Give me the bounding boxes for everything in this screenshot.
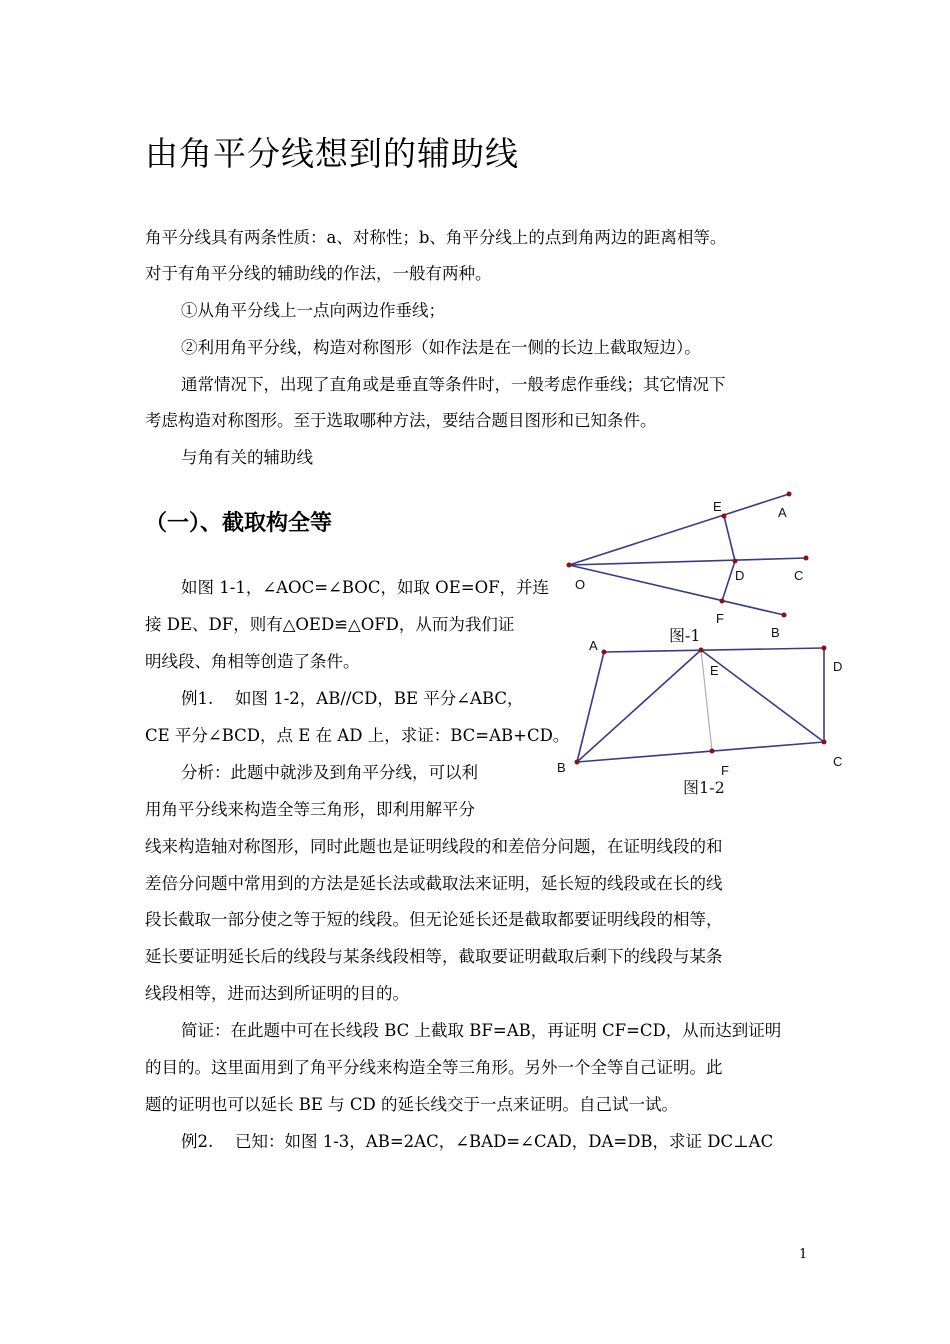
body-line-4: 例1. 如图 1-2，AB//CD，BE 平分∠ABC， bbox=[181, 689, 524, 708]
point-c bbox=[822, 740, 827, 745]
page-number: 1 bbox=[799, 1247, 808, 1262]
segment-df bbox=[722, 561, 735, 601]
point-d bbox=[733, 559, 738, 564]
body-line-14: 的目的。这里面用到了角平分线来构造全等三角形。另外一个全等自己证明。此 bbox=[145, 1058, 723, 1077]
figure-1-2 bbox=[557, 638, 842, 797]
label-a: A bbox=[589, 638, 598, 653]
point-f bbox=[720, 599, 725, 604]
figure-1-1 bbox=[567, 492, 809, 646]
figure-1-caption: 图-1 bbox=[669, 626, 701, 645]
segment-ad bbox=[604, 648, 824, 652]
label-e: E bbox=[710, 663, 719, 678]
label-f: F bbox=[716, 611, 724, 626]
body-line-15: 题的证明也可以延长 BE 与 CD 的延长线交于一点来证明。自己试一试。 bbox=[145, 1095, 679, 1114]
intro-line-5: 通常情况下，出现了直角或是垂直等条件时，一般考虑作垂线；其它情况下 bbox=[181, 375, 726, 394]
point-b bbox=[782, 613, 787, 618]
intro-line-3: ①从角平分线上一点向两边作垂线； bbox=[181, 301, 445, 320]
segment-be bbox=[577, 650, 701, 762]
body-line-6: 分析：此题中就涉及到角平分线，可以利 bbox=[181, 763, 478, 782]
point-o bbox=[567, 563, 572, 568]
point-d bbox=[822, 646, 827, 651]
label-e: E bbox=[713, 499, 722, 514]
point-f bbox=[710, 749, 715, 754]
label-b: B bbox=[771, 625, 780, 640]
label-d: D bbox=[735, 568, 745, 583]
segment-ed bbox=[724, 516, 735, 561]
label-b: B bbox=[557, 760, 566, 775]
body-line-5: CE 平分∠BCD，点 E 在 AD 上，求证：BC=AB+CD。 bbox=[145, 726, 570, 745]
body-line-9: 差倍分问题中常用到的方法是延长法或截取法来证明，延长短的线段或在长的线 bbox=[145, 874, 723, 893]
point-c bbox=[804, 556, 809, 561]
intro-line-1: 角平分线具有两条性质：a、对称性；b、角平分线上的点到角两边的距离相等。 bbox=[145, 228, 727, 247]
segment-ab bbox=[577, 652, 604, 762]
body-line-13: 简证：在此题中可在长线段 BC 上截取 BF=AB，再证明 CF=CD，从而达到证明 bbox=[181, 1021, 782, 1040]
figure-2-caption: 图1-2 bbox=[683, 778, 725, 797]
label-d: D bbox=[833, 659, 843, 674]
point-e bbox=[699, 648, 704, 653]
label-f: F bbox=[721, 763, 729, 778]
intro-line-2: 对于有角平分线的辅助线的作法，一般有两种。 bbox=[145, 264, 492, 283]
label-c: C bbox=[833, 754, 843, 769]
label-c: C bbox=[794, 568, 804, 583]
point-e bbox=[722, 514, 727, 519]
body-line-1: 如图 1-1，∠AOC=∠BOC，如取 OE=OF，并连 bbox=[181, 578, 550, 597]
segment-ec bbox=[701, 650, 824, 742]
intro-line-4: ②利用角平分线，构造对称图形（如作法是在一侧的长边上截取短边）。 bbox=[181, 338, 701, 357]
ray-oa bbox=[569, 494, 789, 565]
intro-line-7: 与角有关的辅助线 bbox=[181, 448, 313, 467]
body-line-3: 明线段、角相等创造了条件。 bbox=[145, 652, 360, 671]
body-line-7: 用角平分线来构造全等三角形，即利用解平分 bbox=[145, 800, 475, 819]
point-a bbox=[602, 650, 607, 655]
ray-oc bbox=[569, 558, 806, 565]
label-a: A bbox=[778, 505, 787, 520]
page-title: 由角平分线想到的辅助线 bbox=[145, 134, 519, 173]
body-line-16: 例2. 已知：如图 1-3，AB=2AC，∠BAD=∠CAD，DA=DB，求证 DC⊥AC bbox=[181, 1132, 774, 1151]
body-line-8: 线来构造轴对称图形，同时此题也是证明线段的和差倍分问题，在证明线段的和 bbox=[145, 837, 723, 856]
body-line-11: 延长要证明延长后的线段与某条线段相等，截取要证明截取后剩下的线段与某条 bbox=[145, 947, 723, 966]
label-o: O bbox=[575, 577, 586, 592]
intro-line-6: 考虑构造对称图形。至于选取哪种方法，要结合题目图形和已知条件。 bbox=[145, 411, 657, 430]
body-line-2: 接 DE、DF，则有△OED≌△OFD，从而为我们证 bbox=[145, 615, 515, 634]
point-b bbox=[575, 760, 580, 765]
point-a bbox=[787, 492, 792, 497]
segment-bc bbox=[577, 742, 824, 762]
body-line-10: 段长截取一部分使之等于短的线段。但无论延长还是截取都要证明线段的相等， bbox=[145, 910, 723, 929]
section-heading: （一）、截取构全等 bbox=[145, 511, 333, 536]
ray-ob bbox=[569, 565, 784, 615]
body-line-12: 线段相等，进而达到所证明的目的。 bbox=[145, 984, 409, 1003]
